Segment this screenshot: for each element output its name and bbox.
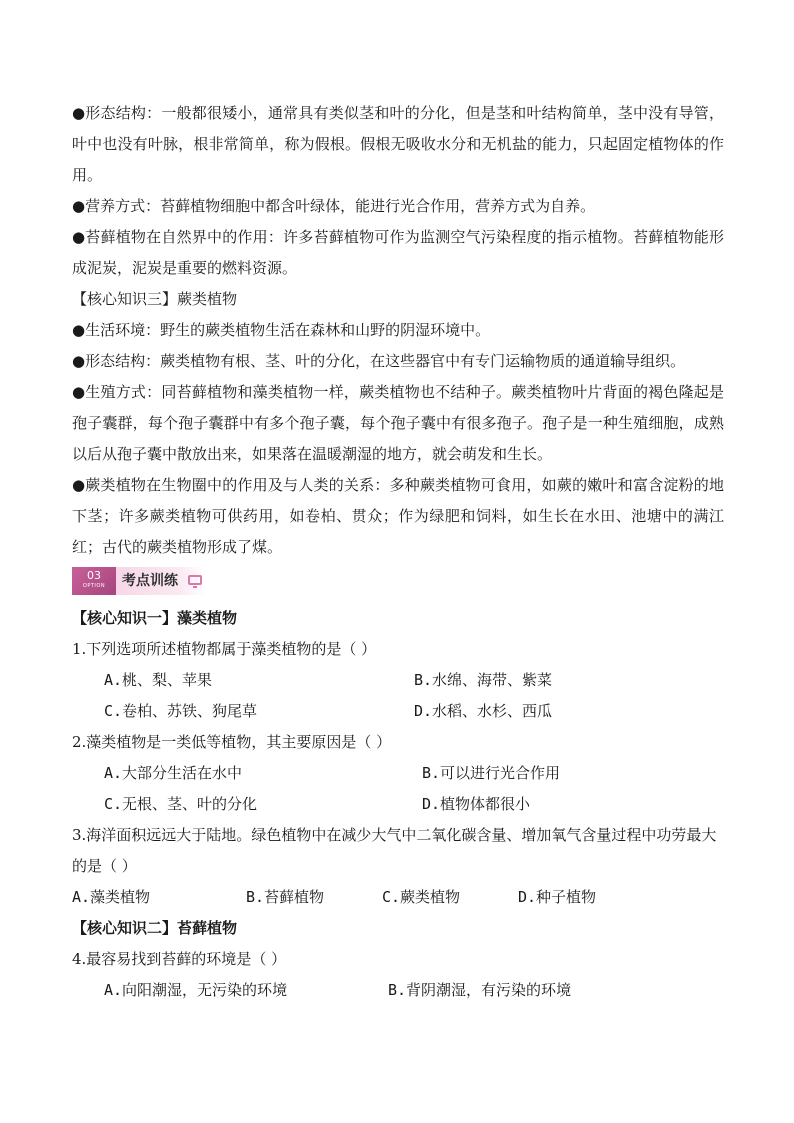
question-2-option-c[interactable]: C.无根、茎、叶的分化	[104, 795, 258, 813]
question-1-option-a[interactable]: A.桃、梨、苹果	[104, 671, 213, 689]
question-3-options	[72, 882, 724, 913]
question-2-option-d[interactable]: D.植物体都很小	[422, 795, 531, 813]
question-3-option-d[interactable]: D.种子植物	[518, 888, 597, 906]
exercise-banner	[72, 565, 724, 601]
question-1-options-row-2	[72, 696, 724, 727]
part-heading-algae: 【核心知识一】藻类植物	[72, 609, 238, 627]
paragraph-fern-habitat: ●生活环境：野生的蕨类植物生活在森林和山野的阴湿环境中。	[72, 321, 491, 339]
question-2-stem: 2.藻类植物是一类低等植物，其主要原因是（ ）	[72, 733, 392, 751]
question-1-option-c[interactable]: C.卷柏、苏铁、狗尾草	[104, 702, 258, 720]
paragraph-fern-reproduction: ●生殖方式：同苔藓植物和藻类植物一样，蕨类植物也不结种子。蕨类植物叶片背面的褐色隆起是孢子囊群，每个孢子囊群中有多个孢子囊，每个孢子囊中有很多孢子。孢子是一种生殖细胞，成熟以后从孢子囊中散放出来，如果落在温暖潮湿的地方，就会萌发和生长。	[72, 383, 724, 463]
section-heading-fern: 【核心知识三】蕨类植物	[72, 290, 238, 308]
question-3-option-a[interactable]: A.藻类植物	[72, 888, 151, 906]
paragraph-moss-structure: ●形态结构：一般都很矮小，通常具有类似茎和叶的分化，但是茎和叶结构简单，茎中没有导管，叶中也没有叶脉，根非常简单，称为假根。假根无吸收水分和无机盐的能力，只起固定植物体的作用。	[72, 104, 724, 184]
question-4-option-a[interactable]: A.向阳潮湿，无污染的环境	[104, 981, 288, 999]
question-3-option-b[interactable]: B.苔藓植物	[246, 888, 325, 906]
part-heading-moss: 【核心知识二】苔藓植物	[72, 919, 238, 937]
question-4-option-b[interactable]: B.背阴潮湿，有污染的环境	[388, 981, 572, 999]
question-1-option-b[interactable]: B.水绵、海带、紫菜	[414, 671, 553, 689]
document-page	[72, 98, 724, 1006]
question-2-option-a[interactable]: A.大部分生活在水中	[104, 764, 243, 782]
paragraph-moss-role: ●苔藓植物在自然界中的作用：许多苔藓植物可作为监测空气污染程度的指示植物。苔藓植物能形成泥炭，泥炭是重要的燃料资源。	[72, 228, 724, 277]
question-1-stem: 1.下列选项所述植物都属于藻类植物的是（ ）	[72, 640, 377, 658]
question-4-stem: 4.最容易找到苔藓的环境是（ ）	[72, 950, 287, 968]
question-3-stem: 3.海洋面积远远大于陆地。绿色植物中在减少大气中二氧化碳含量、增加氧气含量过程中功劳最大的是（ ）	[72, 826, 717, 875]
paragraph-moss-nutrition: ●营养方式：苔藓植物细胞中都含叶绿体，能进行光合作用，营养方式为自养。	[72, 197, 596, 215]
question-3-option-c[interactable]: C.蕨类植物	[382, 888, 461, 906]
banner-number: 03	[87, 569, 101, 582]
paragraph-fern-structure: ●形态结构：蕨类植物有根、茎、叶的分化，在这些器官中有专门运输物质的通道输导组织。	[72, 352, 686, 370]
question-1-options-row-1	[72, 665, 724, 696]
paragraph-fern-role: ●蕨类植物在生物圈中的作用及与人类的关系：多种蕨类植物可食用，如蕨的嫩叶和富含淀粉的地下茎；许多蕨类植物可供药用，如卷柏、贯众；作为绿肥和饲料，如生长在水田、池塘中的满江红；古代的蕨类植物形成了煤。	[72, 476, 724, 556]
monitor-icon	[188, 575, 202, 585]
question-4-options	[72, 975, 724, 1006]
banner-title: 考点训练	[122, 573, 178, 589]
question-2-options-row-2	[72, 789, 724, 820]
question-2-option-b[interactable]: B.可以进行光合作用	[422, 764, 561, 782]
banner-number-box	[72, 567, 116, 595]
question-2-options-row-1	[72, 758, 724, 789]
banner-sub: OPTION	[82, 583, 106, 589]
question-1-option-d[interactable]: D.水稻、水杉、西瓜	[414, 702, 553, 720]
